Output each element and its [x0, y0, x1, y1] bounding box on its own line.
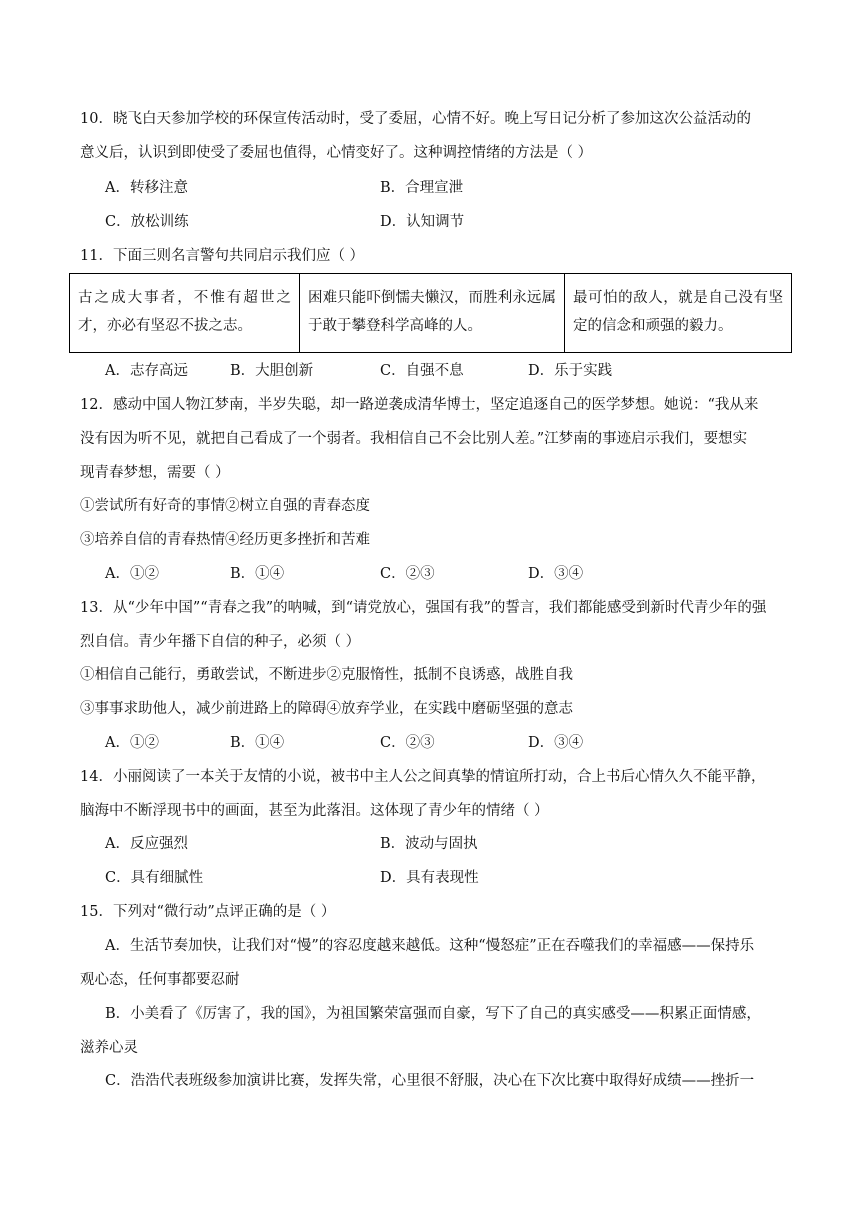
q14-line-2: 脑海中不断浮现书中的画面，甚至为此落泪。这体现了青少年的情绪（ ） [80, 803, 549, 819]
q11-stem: 11．下面三则名言警句共同启示我们应（ ） [80, 248, 365, 264]
q13-item-1: ①相信自己能行，勇敢尝试，不断进步②克服惰性，抵制不良诱惑，战胜自我 [80, 667, 573, 683]
q12-option-a: A．①② [105, 566, 159, 582]
q12-line-3: 现青春梦想，需要（ ） [80, 465, 230, 481]
q15-option-c-line-1: C．浩浩代表班级参加演讲比赛，发挥失常，心里很不舒服，决心在下次比赛中取得好成绩——挫折一 [105, 1073, 755, 1089]
q11-option-b: B．大胆创新 [230, 363, 314, 379]
q13-option-a: A．①② [105, 735, 159, 751]
q15-option-a-line-1: A．生活节奏加快，让我们对“慢”的容忍度越来越低。这种“慢怒症”正在吞噬我们的幸福感——保持乐 [105, 938, 755, 954]
q10-option-c: C．放松训练 [105, 214, 189, 230]
q13-option-d: D．③④ [528, 735, 584, 751]
q12-item-2: ③培养自信的青春热情④经历更多挫折和苦难 [80, 532, 370, 548]
q12-option-b: B．①④ [230, 566, 285, 582]
q14-option-c: C．具有细腻性 [105, 870, 204, 886]
q15-option-b-line-1: B．小美看了《厉害了，我的国》，为祖国繁荣富强而自豪，写下了自己的真实感受——积累正面情感， [105, 1006, 761, 1022]
q10-option-d: D．认知调节 [380, 214, 465, 230]
q11-option-a: A．志存高远 [105, 363, 188, 379]
q13-line-2: 烈自信。青少年播下自信的种子，必须（ ） [80, 634, 361, 650]
q15-stem: 15．下列对“微行动”点评正确的是（ ） [80, 904, 336, 920]
q12-item-1: ①尝试所有好奇的事情②树立自强的青春态度 [80, 498, 370, 514]
q13-item-2: ③事事求助他人，减少前进路上的障碍④放弃学业，在实践中磨砺坚强的意志 [80, 701, 573, 717]
q12-option-d: D．③④ [528, 566, 584, 582]
quote-cell-3: 最可怕的敌人，就是自己没有坚定的信念和顽强的毅力。 [565, 274, 792, 353]
q13-line-1: 13．从“少年中国”“青春之我”的呐喊，到“请党放心，强国有我”的誓言，我们都能感受到新时代青少年的强 [80, 600, 767, 616]
q15-option-b-line-2: 滋养心灵 [80, 1040, 138, 1056]
q11-option-d: D．乐于实践 [528, 363, 613, 379]
q14-line-1: 14．小丽阅读了一本关于友情的小说，被书中主人公之间真挚的情谊所打动，合上书后心情久久不能平静， [80, 769, 766, 785]
q12-line-2: 没有因为听不见，就把自己看成了一个弱者。我相信自己不会比别人差。”江梦南的事迹启示我们，要想实 [80, 431, 748, 447]
q12-line-1: 12．感动中国人物江梦南，半岁失聪，却一路逆袭成清华博士，坚定追逐自己的医学梦想。她说：“我从来 [80, 397, 759, 413]
q10-line-1: 10．晓飞白天参加学校的环保宣传活动时，受了委屈，心情不好。晚上写日记分析了参加这次公益活动的 [80, 111, 751, 127]
q14-option-b: B．波动与固执 [380, 836, 478, 852]
q15-option-a-line-2: 观心态，任何事都要忍耐 [80, 972, 240, 988]
q12-option-c: C．②③ [380, 566, 435, 582]
q14-option-a: A．反应强烈 [105, 836, 188, 852]
q11-option-c: C．自强不息 [380, 363, 464, 379]
quote-cell-2: 困难只能吓倒懦夫懒汉，而胜利永远属于敢于攀登科学高峰的人。 [300, 274, 565, 353]
quote-cell-1: 古之成大事者，不惟有超世之才，亦必有坚忍不拔之志。 [70, 274, 300, 353]
q13-option-b: B．①④ [230, 735, 285, 751]
q14-option-d: D．具有表现性 [380, 870, 479, 886]
q13-option-c: C．②③ [380, 735, 435, 751]
q10-line-2: 意义后，认识到即使受了委屈也值得，心情变好了。这种调控情绪的方法是（ ） [80, 145, 593, 161]
quotes-table [69, 273, 792, 353]
q10-option-b: B．合理宣泄 [380, 180, 464, 196]
q10-option-a: A．转移注意 [105, 180, 188, 196]
